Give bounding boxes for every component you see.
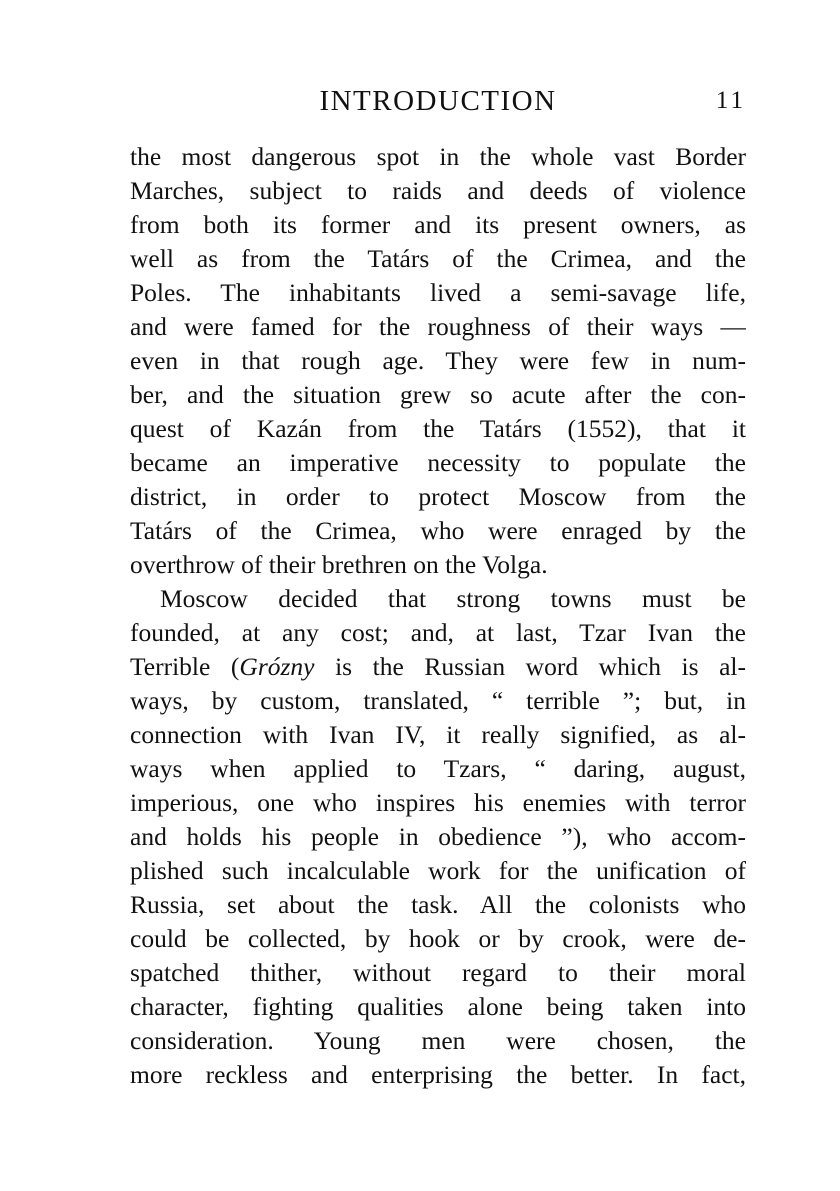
text-line: plished such incalculable work for the unification of bbox=[130, 856, 746, 885]
text-line: Marches, subject to raids and deeds of violence bbox=[130, 176, 746, 205]
text-line: from both its former and its present owners, as bbox=[130, 210, 746, 239]
text-line: ways, by custom, translated, “ terrible ”; but, in bbox=[130, 686, 746, 715]
text-line: Poles. The inhabitants lived a semi-savage life, bbox=[130, 278, 746, 307]
text-line: ber, and the situation grew so acute after the con- bbox=[130, 380, 746, 409]
text-line: more reckless and enterprising the better. In fact, bbox=[130, 1060, 746, 1089]
text-line: ways when applied to Tzars, “ daring, august, bbox=[130, 754, 746, 783]
text-line: could be collected, by hook or by crook, were de- bbox=[130, 924, 746, 953]
text-line: Russia, set about the task. All the colonists who bbox=[130, 890, 746, 919]
text-line: the most dangerous spot in the whole vast Border bbox=[130, 142, 746, 171]
text-segment: Terrible ( bbox=[130, 652, 240, 681]
text-line: consideration. Young men were chosen, the bbox=[130, 1026, 746, 1055]
text-line: became an imperative necessity to populate the bbox=[130, 448, 746, 477]
text-line: well as from the Tatárs of the Crimea, and the bbox=[130, 244, 746, 273]
text-line: Tatárs of the Crimea, who were enraged by the bbox=[130, 516, 746, 545]
page-number: 11 bbox=[715, 87, 746, 114]
text-line: connection with Ivan IV, it really signified, as al- bbox=[130, 720, 746, 749]
text-line bbox=[130, 650, 746, 684]
text-segment: is the Russian word which is al- bbox=[314, 652, 746, 681]
chapter-title: INTRODUCTION bbox=[319, 85, 557, 117]
text-line: even in that rough age. They were few in num- bbox=[130, 346, 746, 375]
text-line: district, in order to protect Moscow from the bbox=[130, 482, 746, 511]
text-line: spatched thither, without regard to their moral bbox=[130, 958, 746, 987]
text-line: and holds his people in obedience ”), who accom- bbox=[130, 822, 746, 851]
paragraph-first-line: Moscow decided that strong towns must be bbox=[160, 584, 746, 613]
text-line: and were famed for the roughness of their ways — bbox=[130, 312, 746, 341]
body-text bbox=[130, 140, 746, 1092]
text-line: character, fighting qualities alone being taken into bbox=[130, 992, 746, 1021]
text-line: founded, at any cost; and, at last, Tzar Ivan the bbox=[130, 618, 746, 647]
italic-term: Grózny bbox=[239, 652, 315, 681]
running-head bbox=[130, 84, 746, 118]
text-line: quest of Kazán from the Tatárs (1552), that it bbox=[130, 414, 746, 443]
text-line: imperious, one who inspires his enemies with terror bbox=[130, 788, 746, 817]
text-line: overthrow of their brethren on the Volga. bbox=[130, 550, 548, 579]
